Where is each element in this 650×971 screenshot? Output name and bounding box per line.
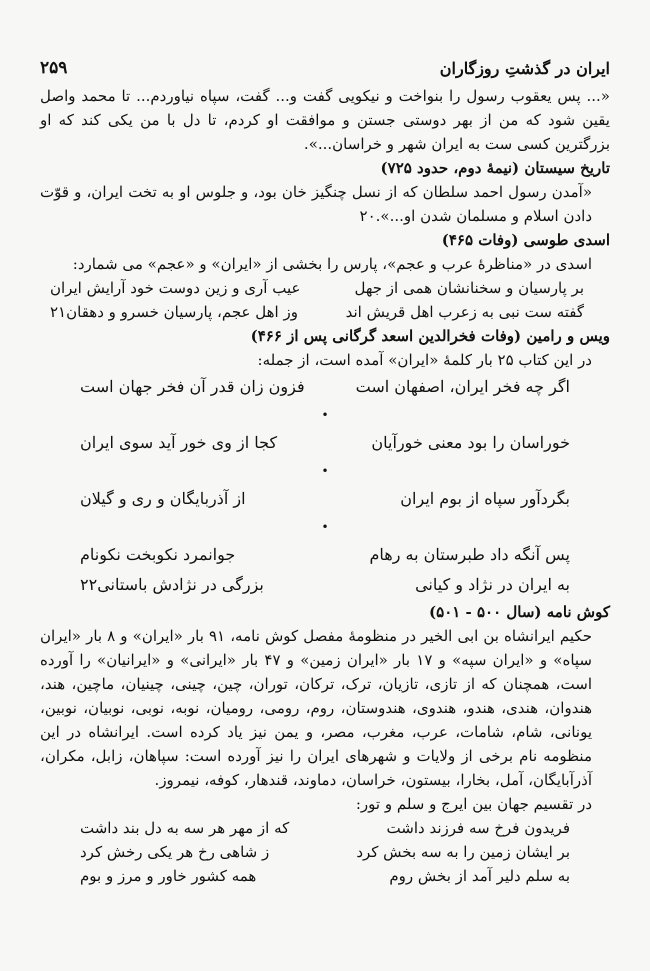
body-paragraph: اسدی در «مناظرهٔ عرب و عجم»، پارس را بخشی از «ایران» و «عجم» می شمارد:	[72, 255, 592, 273]
verse-hemistich-left: بزرگی در نژادش باستانی۲۲	[80, 575, 264, 594]
verse-hemistich-left: همه کشور خاور و مرز و بوم	[80, 867, 257, 885]
verse-line	[40, 428, 610, 458]
verse-hemistich-left: ز شاهی رخ هر یکی رخش کرد	[80, 843, 270, 861]
running-head	[40, 54, 610, 82]
body-paragraph: حکیم ایرانشاه بن ابی الخیر در منظومهٔ مفصل کوش نامه، ۹۱ بار «ایران» و ۸ بار «ایران سپاه» و «ایران سپه» و ۱۷ بار «ایران زمین» و ۴۷ بار «ایرانی» و «ایرانیان» را آورده است، همچنان که از تازی، تازیان، ترک، ترکان، توران، چین، چینی، چینیان، ماچین، هند، هندوان، هندی، هندو، هندوی، هندوستان، روم، رومی، رومیان، نوبه، نوبی، نوبیان، نوبین، یونانی، شام، شامات، عرب، مغرب، مصر، و یمن نیز یاد کرده است. ایرانشاه در این منظومه نام برخی از ولایات و شهرهای ایران را نیز آورده است: سپاهان، زابل، مکران، آذرآبایگان، آمل، بخارا، بیستون، خراسان، دماوند، قندهار، کوفه، نیمروز.	[40, 627, 592, 789]
verse-hemistich-right: فریدون فرخ سه فرزند داشت	[386, 819, 570, 837]
quote-paragraph: «... پس یعقوب رسول را بنواخت و نیکویی گفت و... گفت، سپاه نیاوردم... تا محمد واصل یقین شود که من از بهر دوستی جستن و موافقت او کردم، تا دل با من یکی کند که او بزرگترین کسی ست به ایران شهر و خراسان...».	[40, 87, 610, 153]
verse-hemistich-left: کجا از وی خور آید سوی ایران	[80, 433, 278, 452]
verse-line	[40, 300, 610, 324]
verse-separator: •	[321, 520, 329, 534]
verse-hemistich-right: گفته ست نبی به زعرب اهل قریش اند	[345, 303, 584, 321]
verse-hemistich-right: به سلم دلیر آمد از بخش روم	[389, 867, 570, 885]
verse-hemistich-right: بر ایشان زمین را به سه بخش کرد	[356, 843, 570, 861]
verse-hemistich-right: بگردآور سپاه از بوم ایران	[400, 489, 570, 508]
verse-hemistich-left: که از مهر هر سه به دل بند داشت	[80, 819, 290, 837]
verse-hemistich-left: از آذربایگان و ری و گیلان	[80, 489, 246, 508]
verse-hemistich-left: فزون زان قدر آن فخر جهان است	[80, 377, 305, 396]
body-paragraph: در این کتاب ۲۵ بار کلمهٔ «ایران» آمده است، از جمله:	[257, 351, 592, 369]
verse-separator: •	[321, 464, 329, 478]
verse-line	[40, 816, 610, 840]
page-number: ۲۵۹	[40, 58, 68, 78]
verse-line	[40, 570, 610, 600]
verse-hemistich-right: به ایران در نژاد و کیانی	[415, 575, 570, 594]
section-heading: تاریخ سیستان (نیمهٔ دوم، حدود ۷۲۵)	[380, 159, 610, 177]
verse-hemistich-left: وز اهل عجم، پارسیان خسرو و دهقان۲۱	[50, 303, 298, 321]
verse-line	[40, 484, 610, 514]
verse-line	[40, 540, 610, 570]
verse-hemistich-right: بر پارسیان و سخنانشان همی از جهل	[354, 279, 584, 297]
quote-paragraph: «آمدن رسول احمد سلطان که از نسل چنگیز خان بود، و جلوس او به تخت ایران، و قوّت دادن اسلام و مسلمان شدن او...».۲۰	[40, 183, 592, 225]
page-content	[40, 84, 610, 888]
verse-hemistich-right: خوراسان را بود معنی خورآیان	[371, 433, 570, 452]
body-paragraph: در تقسیم جهان بین ایرج و سلم و تور:	[355, 795, 592, 813]
verse-line	[40, 276, 610, 300]
verse-hemistich-left: عیب آری و زین دوست خود آرایش ایران	[50, 279, 301, 297]
verse-line	[40, 864, 610, 888]
section-heading: اسدی طوسی (وفات ۴۶۵)	[441, 231, 610, 249]
running-title: ایران در گذشتِ روزگاران	[439, 58, 610, 78]
section-heading: ویس و رامین (وفات فخرالدین اسعد گرگانی پس از ۴۶۶)	[250, 327, 610, 345]
verse-line	[40, 372, 610, 402]
verse-hemistich-left: جوانمرد نکوبخت نکونام	[80, 545, 236, 564]
verse-hemistich-right: اگر چه فخر ایران، اصفهان است	[355, 377, 570, 396]
verse-hemistich-right: پس آنگه داد طبرستان به رهام	[369, 545, 570, 564]
verse-separator: •	[321, 408, 329, 422]
verse-line	[40, 840, 610, 864]
section-heading: کوش نامه (سال ۵۰۰ - ۵۰۱)	[429, 603, 610, 621]
